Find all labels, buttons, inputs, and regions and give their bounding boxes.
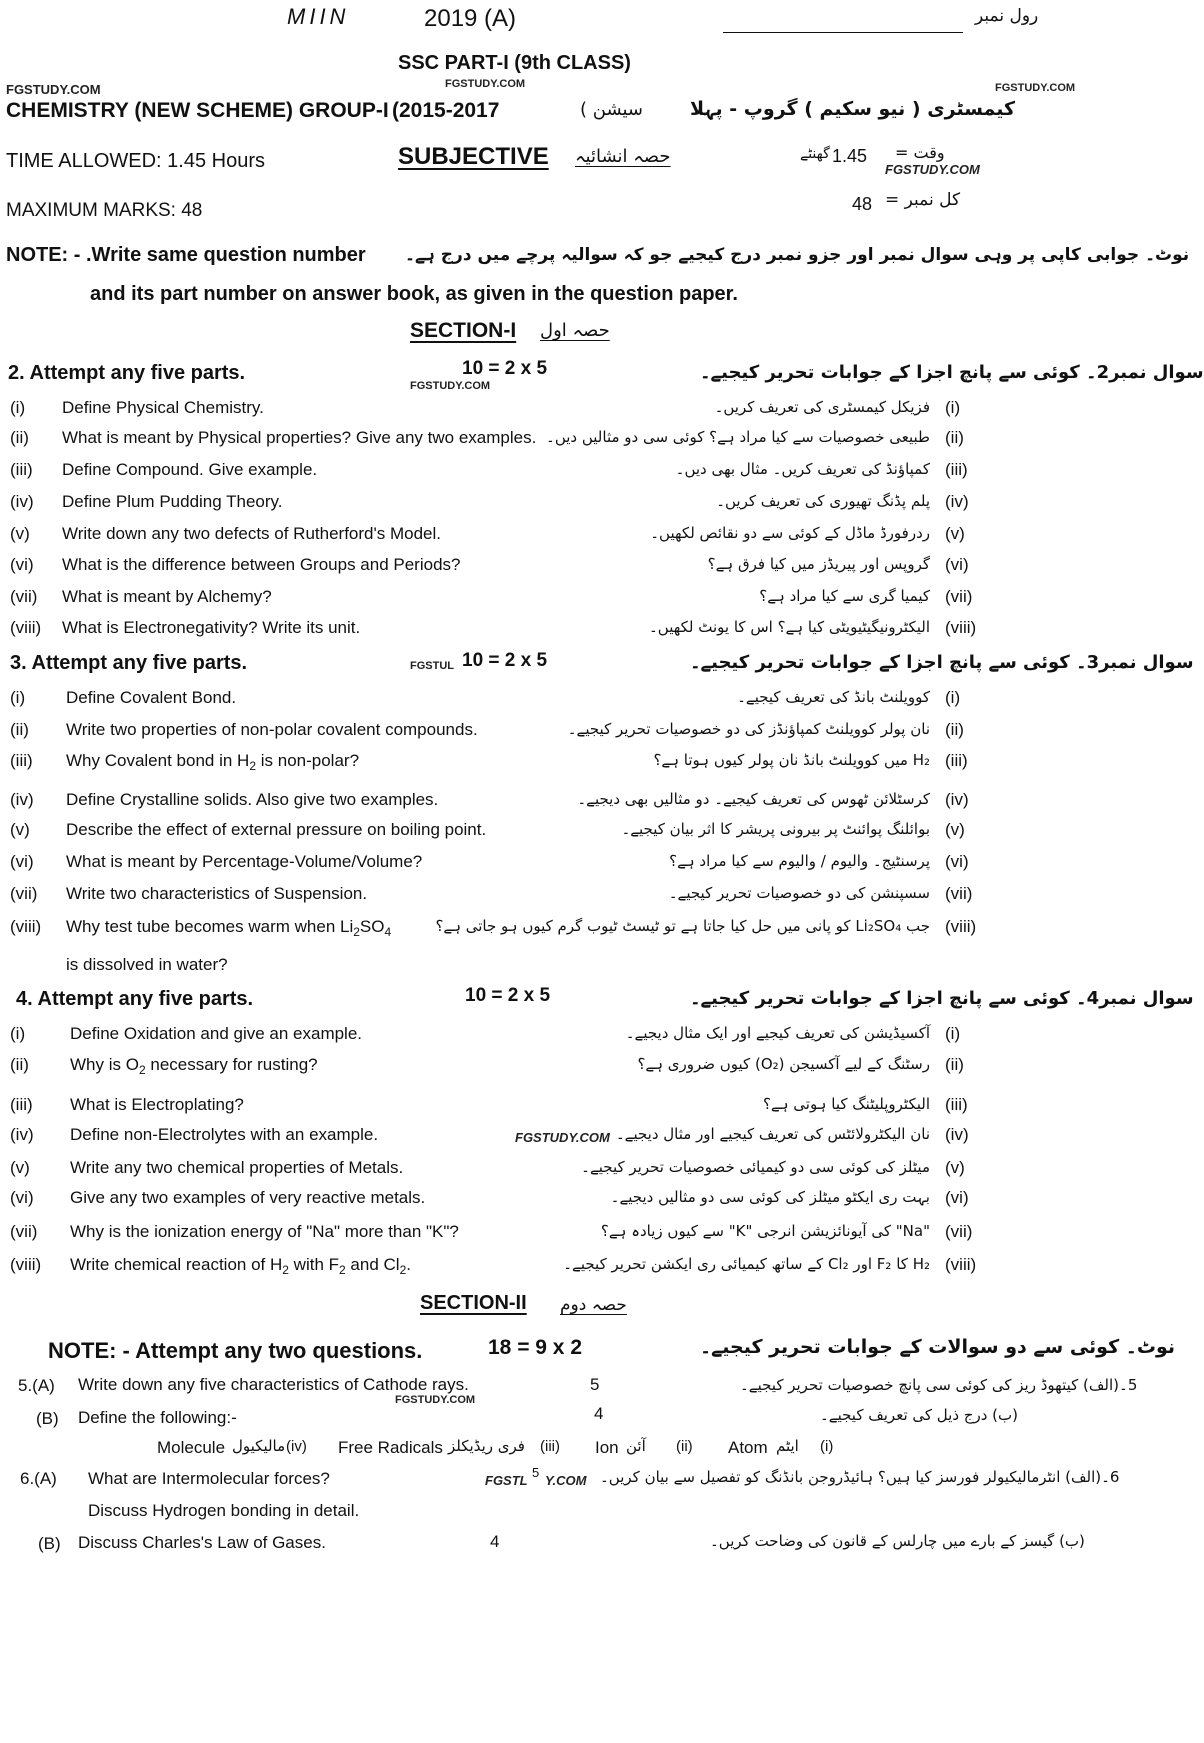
part-number: (v): [10, 820, 30, 839]
watermark: FGSTUDY.COM: [395, 1394, 476, 1406]
part-number: (ii): [10, 720, 29, 739]
marks-label-ur: کل نمبر =: [885, 190, 961, 210]
section-2-title-ur: حصہ دوم: [560, 1295, 627, 1315]
part-number-ur: (i): [945, 398, 961, 417]
part-text-ur: طبیعی خصوصیات سے کیا مراد ہے؟ کوئی سی دو مثالیں دیں۔: [546, 428, 930, 446]
part-text-en: Define Covalent Bond.: [66, 688, 237, 707]
question-6a-number: 6.(A): [20, 1469, 57, 1488]
part-number: (viii): [10, 618, 42, 637]
section-1-title-ur: حصہ اول: [540, 320, 610, 341]
part-text-en: Define Compound. Give example.: [62, 460, 318, 479]
watermark: FGSTUL: [410, 660, 454, 672]
part-text-ur: الیکٹرونیگیٹیویٹی کیا ہے؟ اس کا یونٹ لکھیں۔: [648, 618, 930, 636]
part-number-ur: (v): [945, 1158, 965, 1177]
question-3-heading: 3. Attempt any five parts.: [10, 652, 248, 674]
watermark: FGSTUDY.COM: [445, 78, 526, 90]
part-text-segment: is non-polar?: [256, 751, 360, 770]
note-ur: نوٹ۔ جوابی کاپی پر وہی سوال نمبر اور جزو نمبر درج کیجیے جو کہ سوالیہ پرچے میں درج ہے۔: [405, 245, 1190, 265]
part-text-segment: Why is O: [70, 1055, 139, 1074]
part-text-ur: بہت ری ایکٹو میٹلز کی کوئی سی دو مثالیں دیجیے۔: [610, 1188, 930, 1206]
part-number-ur: (iv): [945, 492, 969, 511]
watermark: FGSTL: [485, 1473, 528, 1488]
question-6b-text: Discuss Charles's Law of Gases.: [78, 1533, 326, 1552]
part-text-en: Write two properties of non-polar covalent compounds.: [66, 720, 478, 739]
part-text-en: [66, 917, 391, 939]
question-6b-text-ur: (ب) گیسز کے بارے میں چارلس کے قانون کی وضاحت کریں۔: [710, 1532, 1085, 1550]
term-text-en: Ion: [595, 1438, 619, 1457]
part-text-ur: کمپاؤنڈ کی تعریف کریں۔ مثال بھی دیں۔: [675, 460, 930, 478]
part-number: (iii): [10, 460, 33, 479]
term-text-en: Atom: [728, 1438, 768, 1457]
part-number-ur: (viii): [945, 1255, 977, 1274]
question-5a-text: Write down any five characteristics of Cathode rays.: [78, 1375, 469, 1394]
part-number: (v): [10, 524, 30, 543]
part-number: (ii): [10, 428, 29, 447]
part-text-en: [70, 1055, 318, 1077]
part-number-ur: (viii): [945, 618, 977, 637]
part-number: (vii): [10, 587, 38, 606]
part-number-ur: (ii): [945, 1055, 964, 1074]
part-text-segment: Write chemical reaction of H: [70, 1255, 283, 1274]
subscript: 2: [138, 1063, 146, 1077]
part-number-ur: (iv): [945, 790, 969, 809]
part-text-ur: ردرفورڈ ماڈل کے کوئی سے دو نقائص لکھیں۔: [650, 524, 930, 542]
term-number: (i): [820, 1438, 834, 1455]
part-text-ur: رسٹنگ کے لیے آکسیجن (O₂) کیوں ضروری ہے؟: [637, 1055, 930, 1073]
maximum-marks: MAXIMUM MARKS: 48: [6, 200, 203, 221]
question-2-marks: 10 = 2 x 5: [462, 358, 548, 379]
subscript: 2: [399, 1263, 407, 1277]
part-text-segment: with F: [288, 1255, 340, 1274]
section-2-note-ur: نوٹ۔ کوئی سے دو سوالات کے جوابات تحریر کیجیے۔: [700, 1336, 1176, 1358]
question-6a-marks: 5: [532, 1465, 540, 1480]
part-text-en: Define Oxidation and give an example.: [70, 1024, 363, 1043]
part-number: (iii): [10, 1095, 33, 1114]
part-text-ur: کیمیا گری سے کیا مراد ہے؟: [759, 587, 930, 605]
part-text-ur: بوائلنگ پوائنٹ پر بیرونی پریشر کا اثر بیان کیجیے۔: [621, 820, 930, 838]
part-text-en: Why is the ionization energy of "Na" more than "K"?: [70, 1222, 459, 1241]
term-text-ur: فری ریڈیکلز: [448, 1437, 525, 1455]
part-number-ur: (vii): [945, 587, 973, 606]
term-text-ur: مالیکیول: [232, 1437, 286, 1455]
part-text-ur: کوویلنٹ بانڈ کی تعریف کیجیے۔: [737, 688, 930, 706]
note-line-2: and its part number on answer book, as given in the question paper.: [90, 283, 738, 305]
subscript: 2: [282, 1263, 289, 1277]
watermark: FGSTUDY.COM: [515, 1130, 610, 1145]
watermark: FGSTUDY.COM: [6, 82, 101, 97]
marks-value-ur: 48: [852, 194, 873, 214]
question-5b-text: Define the following:-: [78, 1408, 237, 1427]
question-2-heading: 2. Attempt any five parts.: [8, 362, 246, 384]
part-text-en: Write down any two defects of Rutherford's Model.: [62, 524, 441, 543]
part-text-ur: H₂ میں کوویلنٹ بانڈ نان پولر کیوں ہوتا ہے؟: [653, 751, 930, 769]
ssc-title: SSC PART-I (9th CLASS): [398, 52, 631, 74]
part-number: (viii): [10, 1255, 42, 1274]
question-6a-text-2: Discuss Hydrogen bonding in detail.: [88, 1501, 360, 1520]
part-number: (iv): [10, 492, 34, 511]
term-number: (iii): [540, 1438, 560, 1455]
part-text-segment: and Cl: [345, 1255, 400, 1274]
part-text-en: [70, 1255, 411, 1277]
part-text-en: Define Crystalline solids. Also give two examples.: [66, 790, 439, 809]
part-text-ur: الیکٹروپلیٹنگ کیا ہوتی ہے؟: [762, 1095, 930, 1113]
part-text-en: What is Electronegativity? Write its unit.: [62, 618, 361, 637]
term-text-en: Molecule: [157, 1438, 226, 1457]
part-text-en: Describe the effect of external pressure on boiling point.: [66, 820, 487, 839]
part-text-en: Write two characteristics of Suspension.: [66, 884, 368, 903]
subscript: 2: [339, 1263, 346, 1277]
part-number: (vii): [10, 1222, 38, 1241]
question-4-heading-ur: سوال نمبر4۔ کوئی سے پانچ اجزا کے جوابات تحریر کیجیے۔: [690, 988, 1194, 1009]
session-label-ur: سیشن ): [580, 99, 644, 120]
part-text-segment: Why Covalent bond in H: [66, 751, 250, 770]
paper-year: 2019 (A): [424, 5, 517, 32]
section-1-title: SECTION-I: [410, 319, 517, 342]
subjective-heading: SUBJECTIVE: [398, 143, 549, 170]
watermark: FGSTUDY.COM: [995, 82, 1076, 94]
part-text-en: Define non-Electrolytes with an example.: [70, 1125, 379, 1144]
part-number-ur: (vii): [945, 1222, 973, 1241]
time-value-ur: 1.45: [832, 146, 868, 166]
question-5b-marks: 4: [594, 1404, 604, 1423]
part-number: (vi): [10, 852, 34, 871]
time-allowed: TIME ALLOWED: 1.45 Hours: [6, 150, 265, 172]
handwritten-mark: MIIN: [287, 4, 350, 29]
part-number: (v): [10, 1158, 30, 1177]
subscript: 4: [384, 925, 392, 939]
part-number-ur: (iii): [945, 460, 968, 479]
term-text-ur: آئن: [626, 1437, 646, 1455]
part-text-ur: آکسیڈیشن کی تعریف کیجیے اور ایک مثال دیجیے۔: [625, 1024, 930, 1042]
part-text-segment: Why test tube becomes warm when Li: [66, 917, 354, 936]
part-text-segment: necessary for rusting?: [145, 1055, 318, 1074]
subject-title-ur: کیمسٹری ( نیو سکیم ) گروپ - پہلا: [690, 98, 1016, 120]
question-5a-number: 5.(A): [18, 1376, 55, 1395]
part-number-ur: (iii): [945, 751, 968, 770]
part-number: (i): [10, 398, 26, 417]
term-text-ur: ایٹم: [776, 1437, 799, 1455]
part-text-en: What is Electroplating?: [70, 1095, 244, 1114]
note-line-1: NOTE: - .Write same question number: [6, 244, 366, 266]
part-number-ur: (i): [945, 688, 961, 707]
question-5a-marks: 5: [590, 1375, 600, 1394]
part-number-ur: (vi): [945, 1188, 969, 1207]
part-text-ur: گروپس اور پیریڈز میں کیا فرق ہے؟: [707, 555, 930, 573]
part-number-ur: (iii): [945, 1095, 968, 1114]
question-3-heading-ur: سوال نمبر3۔ کوئی سے پانچ اجزا کے جوابات تحریر کیجیے۔: [690, 652, 1194, 673]
part-text-ur: پلم پڈنگ تھیوری کی تعریف کریں۔: [716, 492, 930, 510]
part-text-ur: سسپنشن کی دو خصوصیات تحریر کیجیے۔: [668, 884, 930, 902]
part-text-en: [66, 751, 359, 773]
part-number: (iv): [10, 1125, 34, 1144]
part-number-ur: (ii): [945, 428, 964, 447]
part-number-ur: (vii): [945, 884, 973, 903]
question-6a-text: What are Intermolecular forces?: [88, 1469, 330, 1488]
part-number: (iii): [10, 751, 33, 770]
part-text-ur: نان الیکٹرولائٹس کی تعریف کیجیے اور مثال دیجیے۔: [615, 1125, 930, 1143]
part-number-ur: (viii): [945, 917, 977, 936]
question-6a-text-ur: 6۔(الف) انٹرمالیکیولر فورسز کیا ہیں؟ ہائیڈروجن بانڈنگ کو تفصیل سے بیان کریں۔: [600, 1468, 1120, 1486]
subject-title: CHEMISTRY (NEW SCHEME) GROUP-I: [6, 99, 389, 122]
part-number-ur: (ii): [945, 720, 964, 739]
question-5b-text-ur: (ب) درج ذیل کی تعریف کیجیے۔: [820, 1406, 1018, 1424]
part-number: (vi): [10, 555, 34, 574]
part-text-ur: H₂ کا F₂ اور Cl₂ کے ساتھ کیمیائی ری ایکشن تحریر کیجیے۔: [563, 1255, 930, 1273]
watermark: FGSTUDY.COM: [410, 380, 491, 392]
part-text-en: What is meant by Physical properties? Give any two examples.: [62, 428, 537, 447]
question-5a-text-ur: 5۔(الف) کیتھوڈ ریز کی کوئی سی پانچ خصوصیات تحریر کیجیے۔: [740, 1376, 1138, 1394]
part-text-en: Write any two chemical properties of Metals.: [70, 1158, 404, 1177]
question-3-marks: 10 = 2 x 5: [462, 650, 548, 671]
part-number-ur: (v): [945, 820, 965, 839]
roll-number-line: [723, 32, 963, 33]
subjective-heading-ur: حصہ انشائیہ: [575, 146, 671, 167]
subscript: 2: [249, 759, 257, 773]
question-6b-number: (B): [38, 1534, 61, 1553]
term-number: (iv): [286, 1438, 307, 1455]
part-text-segment: .: [406, 1255, 411, 1274]
part-text-en: Define Plum Pudding Theory.: [62, 492, 283, 511]
part-number-ur: (v): [945, 524, 965, 543]
part-number: (vii): [10, 884, 38, 903]
part-number: (viii): [10, 917, 42, 936]
part-text-en: What is meant by Percentage-Volume/Volume?: [66, 852, 423, 871]
part-text-ur: جب Li₂SO₄ کو پانی میں حل کیا جاتا ہے تو ٹیسٹ ٹیوب گرم کیوں ہو جاتی ہے؟: [435, 917, 930, 935]
part-text-en: Define Physical Chemistry.: [62, 398, 264, 417]
part-text-ur: میٹلز کی کوئی سی دو کیمیائی خصوصیات تحریر کیجیے۔: [581, 1158, 930, 1176]
part-number: (vi): [10, 1188, 34, 1207]
part-number-ur: (i): [945, 1024, 961, 1043]
part-number-ur: (vi): [945, 852, 969, 871]
part-text-en-continued: is dissolved in water?: [66, 955, 228, 974]
time-unit-ur: گھنٹے: [800, 146, 830, 162]
part-text-ur: کرسٹلائن ٹھوس کی تعریف کیجیے۔ دو مثالیں بھی دیجیے۔: [577, 790, 930, 808]
question-6b-marks: 4: [490, 1532, 500, 1551]
subscript: 2: [353, 925, 360, 939]
part-text-en: Give any two examples of very reactive metals.: [70, 1188, 426, 1207]
part-number: (ii): [10, 1055, 29, 1074]
question-5b-number: (B): [36, 1409, 59, 1428]
part-text-en: What is the difference between Groups and Periods?: [62, 555, 461, 574]
part-number: (i): [10, 1024, 26, 1043]
term-text-en: Free Radicals: [338, 1438, 443, 1457]
part-number: (i): [10, 688, 26, 707]
part-text-en: What is meant by Alchemy?: [62, 587, 272, 606]
part-text-ur: پرسنٹیج۔ والیوم / والیوم سے کیا مراد ہے؟: [669, 852, 930, 870]
part-number: (iv): [10, 790, 34, 809]
part-text-ur: "Na" کی آیونائزیشن انرجی "K" سے کیوں زیادہ ہے؟: [600, 1222, 930, 1240]
watermark: FGSTUDY.COM: [885, 162, 980, 177]
part-number-ur: (iv): [945, 1125, 969, 1144]
term-number: (ii): [676, 1438, 693, 1455]
time-label-ur: وقت =: [895, 143, 945, 162]
question-2-heading-ur: سوال نمبر2۔ کوئی سے پانچ اجزا کے جوابات تحریر کیجیے۔: [700, 362, 1204, 383]
part-text-ur: فزیکل کیمسٹری کی تعریف کریں۔: [714, 398, 930, 416]
section-2-marks: 18 = 9 x 2: [488, 1336, 582, 1359]
watermark: Y.COM: [545, 1473, 587, 1488]
question-4-heading: 4. Attempt any five parts.: [16, 988, 254, 1010]
part-number-ur: (vi): [945, 555, 969, 574]
section-2-note: NOTE: - Attempt any two questions.: [48, 1338, 423, 1363]
question-4-marks: 10 = 2 x 5: [465, 985, 551, 1006]
part-text-segment: SO: [359, 917, 385, 936]
session-years: (2015-2017: [392, 99, 500, 122]
section-2-title: SECTION-II: [420, 1292, 527, 1314]
part-text-ur: نان پولر کوویلنٹ کمپاؤنڈز کی دو خصوصیات تحریر کیجیے۔: [567, 720, 930, 738]
roll-number-label: رول نمبر: [975, 6, 1039, 26]
